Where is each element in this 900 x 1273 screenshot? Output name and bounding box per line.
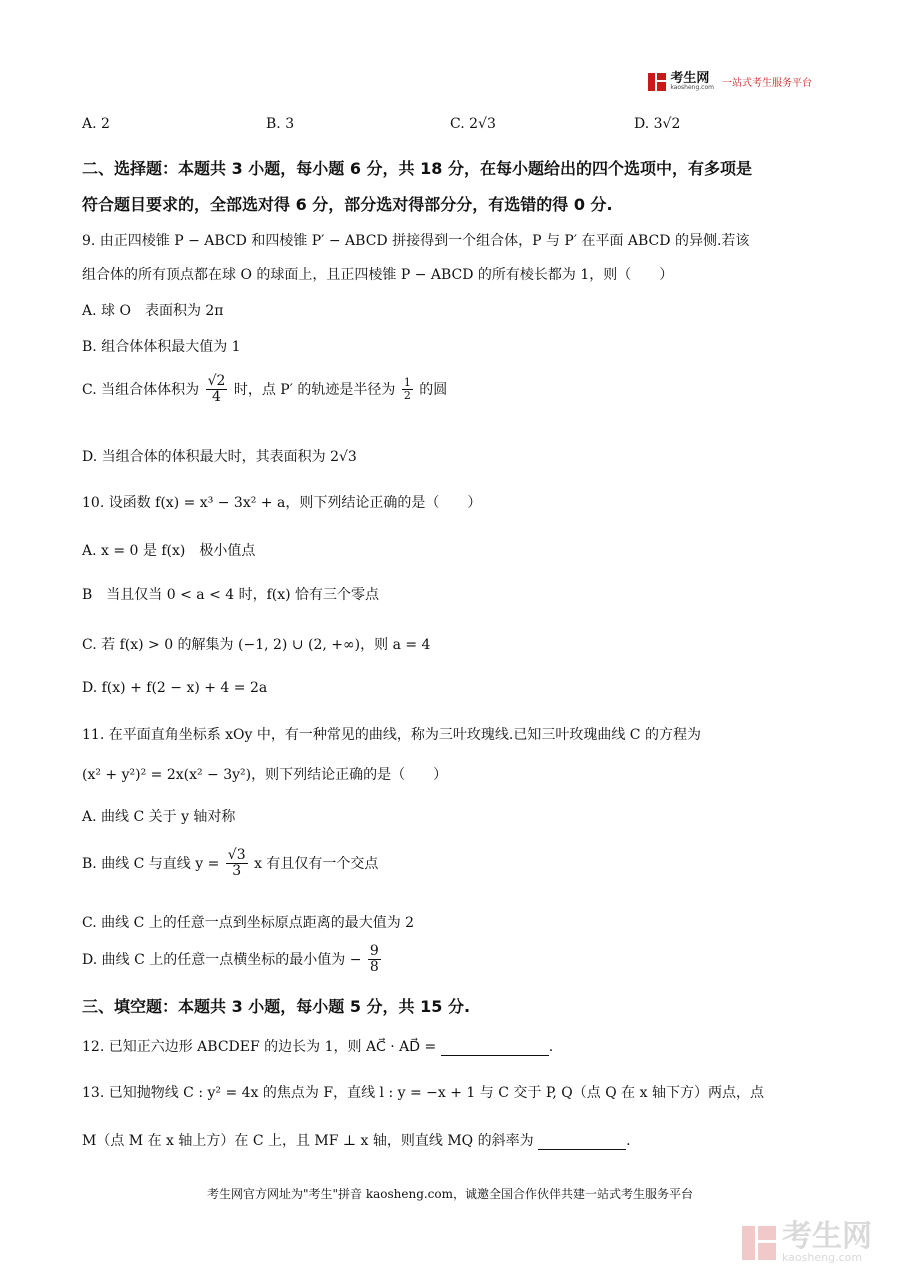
q11-b-post: x 有且仅有一个交点: [254, 855, 379, 872]
q10-stem: 10. 设函数 f(x) = x³ − 3x² + a，则下列结论正确的是（ ）: [82, 495, 482, 511]
q9-c-fraction: [206, 374, 228, 406]
q9-c-fraction2: [402, 377, 413, 402]
q11-option-d: [82, 944, 383, 976]
watermark-text: [782, 1219, 872, 1264]
q9-option-c: [82, 374, 447, 406]
section2-heading-line1: 二、选择题：本题共 3 小题，每小题 6 分，共 18 分，在每小题给出的四个选项中，有多项是: [82, 159, 752, 178]
q9-option-b: B. 组合体体积最大值为 1: [82, 339, 241, 355]
q11-d-frac-num: 9: [369, 943, 379, 959]
q11-stem-line1: 11. 在平面直角坐标系 xOy 中，有一种常见的曲线，称为三叶玫瑰线.已知三叶玫瑰曲线 C 的方程为: [82, 727, 701, 743]
q10-option-d: D. f(x) + f(2 − x) + 4 = 2a: [82, 680, 268, 696]
q12-answer-blank[interactable]: [441, 1039, 549, 1056]
q11-d-pre: D. 曲线 C 上的任意一点横坐标的最小值为 −: [82, 951, 362, 968]
q9-c-frac2-num: 1: [403, 376, 411, 390]
watermark-logo-icon: [742, 1226, 776, 1260]
q11-b-pre: B. 曲线 C 与直线 y =: [82, 855, 220, 872]
section3-heading: 三、填空题：本题共 3 小题，每小题 5 分，共 15 分.: [82, 997, 471, 1016]
q10-option-b: B 当且仅当 0 < a < 4 时，f(x) 恰有三个零点: [82, 587, 380, 603]
q9-stem-line2: 组合体的所有顶点都在球 O 的球面上，且正四棱锥 P − ABCD 的所有棱长都为 1，则（ ）: [82, 267, 674, 283]
watermark-domain: kaosheng.com: [782, 1251, 863, 1264]
q11-option-b: [82, 848, 378, 880]
q9-c-frac2-den: 2: [403, 389, 411, 403]
watermark-name: 考生网: [782, 1219, 872, 1254]
q11-option-a: A. 曲线 C 关于 y 轴对称: [82, 809, 236, 825]
watermark: [742, 1219, 872, 1264]
q13-stem-line1: 13. 已知抛物线 C : y² = 4x 的焦点为 F，直线 l : y = −x + 1 与 C 交于 P, Q（点 Q 在 x 轴下方）两点，点: [82, 1085, 764, 1101]
q11-b-frac-num: √3: [227, 847, 246, 863]
q9-option-d: D. 当组合体的体积最大时，其表面积为 2√3: [82, 449, 357, 465]
q11-b-frac-den: 3: [232, 863, 242, 880]
logo-slogan: 一站式考生服务平台: [722, 78, 812, 89]
footer-text: 考生网官方网址为"考生"拼音 kaosheng.com，诚邀全国合作伙伴共建一站式考生服务平台: [206, 1187, 694, 1201]
logo-name: 考生网: [670, 71, 710, 86]
q11-d-fraction: [368, 944, 381, 976]
q9-stem-line1: 9. 由正四棱锥 P − ABCD 和四棱锥 P′ − ABCD 拼接得到一个组合体，P 与 P′ 在平面 ABCD 的异侧.若该: [82, 233, 750, 249]
header-logo: [648, 72, 812, 91]
q12-post: .: [548, 1039, 554, 1055]
q11-d-frac-den: 8: [369, 959, 379, 976]
q13-stem-line2: [82, 1130, 631, 1150]
q9-c-frac-den: 4: [212, 389, 221, 406]
kaosheng-logo-icon: [648, 73, 666, 91]
q9-c-pre: C. 当组合体体积为: [82, 381, 200, 398]
q12-pre: 12. 已知正六边形 ABCDEF 的边长为 1，则 AC⃗ · AD⃗ =: [82, 1039, 437, 1055]
q9-c-frac-num: √2: [207, 373, 226, 389]
q11-option-c: C. 曲线 C 上的任意一点到坐标原点距离的最大值为 2: [82, 915, 415, 931]
q8-option-b: B. 3: [266, 116, 295, 132]
q13-line2-pre: M（点 M 在 x 轴上方）在 C 上，且 MF ⊥ x 轴，则直线 MQ 的斜率为: [82, 1133, 534, 1149]
q10-option-a: A. x = 0 是 f(x) 极小值点: [82, 543, 256, 559]
section2-heading-line2: 符合题目要求的，全部选对得 6 分，部分选对得部分分，有选错的得 0 分.: [82, 195, 613, 214]
q11-b-fraction: [226, 848, 248, 880]
q12-stem: [82, 1036, 553, 1056]
logo-domain: kaosheng.com: [670, 84, 714, 91]
q9-c-post: 的圆: [419, 381, 448, 398]
q13-answer-blank[interactable]: [538, 1133, 626, 1150]
q9-option-a: A. 球 O 表面积为 2π: [82, 303, 224, 319]
q8-option-a: A. 2: [82, 116, 110, 132]
q8-option-d: D. 3√2: [634, 116, 681, 132]
q10-option-c: C. 若 f(x) > 0 的解集为 (−1, 2) ∪ (2, +∞)，则 a = 4: [82, 637, 431, 653]
q13-line2-post: .: [626, 1133, 631, 1149]
q8-options: [82, 116, 822, 136]
q11-stem-line2: (x² + y²)² = 2x(x² − 3y²)，则下列结论正确的是（ ）: [82, 767, 448, 783]
q9-c-mid: 时，点 P′ 的轨迹是半径为: [233, 381, 396, 398]
q8-option-c: C. 2√3: [450, 116, 496, 132]
logo-text: [670, 72, 714, 91]
